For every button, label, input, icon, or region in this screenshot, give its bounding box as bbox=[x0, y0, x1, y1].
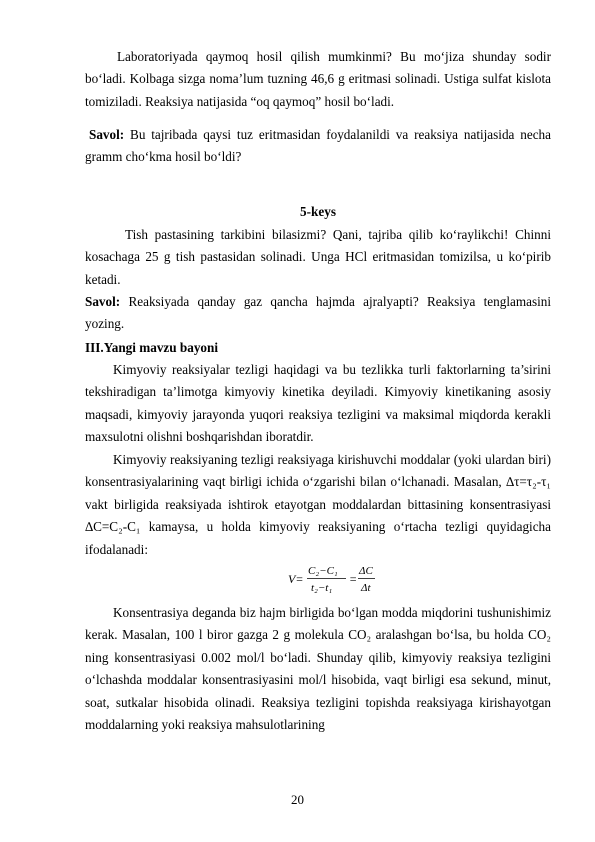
formula-denominator-2: Δt bbox=[361, 582, 371, 594]
paragraph-kinetics: Kimyoviy reaksiyalar tezligi haqidagi va bu tezlikka turli faktorlarning ta’sirini tekshiradigan ta’limotga kimyoviy kinetika deyiladi. Kimyoviy kinetikaning asosiy maqsadi, kimyoviy jarayonda yuqori reaksiya tezligini va maksimal miqdorda kerakli maxsulotni olishni boshqarishdan iboratdir. bbox=[85, 362, 551, 445]
paragraph-rate: Kimyoviy reaksiyaning tezligi reaksiyaga kirishuvchi moddalar (yoki ulardan biri) konsentrasiyalarining vaqt birligi ichida o‘zgarishi bilan o‘lchanadi. Masalan, ∆τ=τ₂-τ₁ vakt birligida reaksiyada ishtirok etayotgan moddalardan bittasining konsentrasiyasi ∆C=C₂-C₁ kamaysa, u holda kimyoviy reaksiyaning o‘rtacha tezligi quyidagicha ifodalanadi: bbox=[85, 452, 551, 557]
question-text: Reaksiyada qanday gaz qancha hajmda ajralyapti? Reaksiya tenglamasini yozing. bbox=[85, 294, 551, 332]
case-title-text: 5-keys bbox=[300, 204, 336, 219]
question-label: Savol: bbox=[85, 294, 121, 309]
formula-equals: = bbox=[349, 572, 358, 586]
question-2 bbox=[85, 291, 551, 336]
section-heading bbox=[85, 337, 551, 359]
paragraph-intro: Laboratoriyada qaymoq hosil qilish mumkinmi? Bu mo‘jiza shunday sodir bo‘ladi. Kolbaga sizga noma’lum tuzning 46,6 g eritmasi solinadi. Ustiga sulfat kislota tomiziladi. Reaksiya natijasida “oq qaymoq” hosil bo‘ladi. bbox=[85, 49, 551, 109]
question-label: Savol: bbox=[89, 127, 125, 142]
rate-formula bbox=[288, 563, 408, 597]
formula-numerator-2: ΔC bbox=[359, 565, 373, 577]
question-text: Bu tajribada qaysi tuz eritmasidan foydalanildi va reaksiya natijasida necha gramm cho‘kma hosil bo‘ldi? bbox=[85, 127, 551, 165]
formula-denominator: t₂−t₁ bbox=[311, 582, 333, 594]
paragraph-toothpaste: Tish pastasining tarkibini bilasizmi? Qani, tajriba qilib ko‘raylikchi! Chinni kosachaga 25 g tish pastasidan solinadi. Unga HCl eritmasidan tomizilsa, u ko‘pirib ketadi. bbox=[85, 227, 551, 287]
page-number: 20 bbox=[291, 792, 304, 807]
paragraph-concentration: Konsentrasiya deganda biz hajm birligida bo‘lgan modda miqdorini tushunishimiz kerak. Masalan, 100 l biror gazga 2 g molekula CO₂ aralashgan bo‘lsa, bu holda CO₂ ning konsentrasiyasi 0.002 mol/l bo‘ladi. Shunday qilib, kimyoviy reaksiya tezligini o‘lchashda moddalar konsentrasiyasini mol/l hisobida, vaqt birligi esa sekund, minut, soat, sutkalar hisobida olinadi. Reaksiya tezligini topishda reaksiyaga kirishayotgan moddalarning yoki reaksiya mahsulotlarining bbox=[85, 605, 551, 733]
formula-numerator: C₂−C₁ bbox=[308, 565, 338, 577]
question-1 bbox=[85, 124, 551, 169]
section-heading-text: III.Yangi mavzu bayoni bbox=[85, 340, 219, 355]
case-title bbox=[85, 201, 551, 223]
rate-formula-svg bbox=[288, 563, 408, 597]
formula-lhs: V= bbox=[288, 572, 304, 586]
